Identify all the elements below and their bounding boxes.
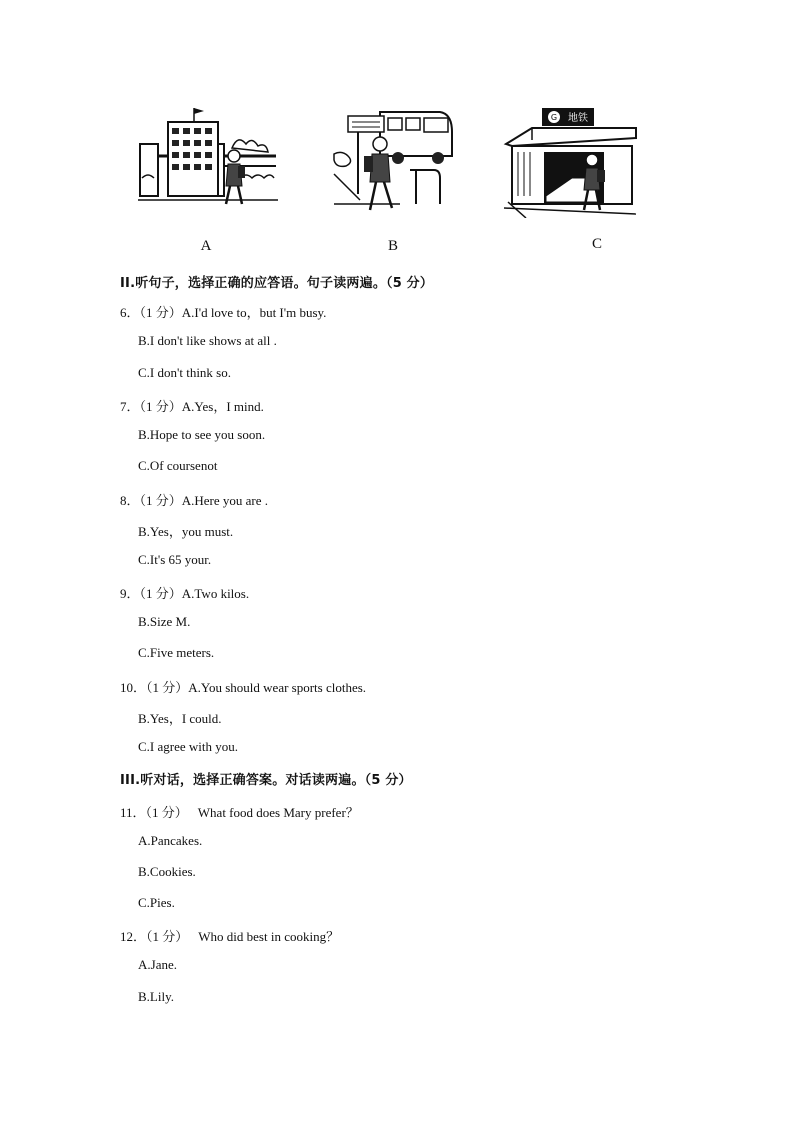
option-b: B.Lily. — [138, 989, 174, 1004]
section-2-title: II.听句子，选择正确的应答语。句子读两遍。（5 分） — [120, 276, 434, 291]
question-number: 10．（1 分） — [120, 680, 189, 695]
question-number: 6．（1 分） — [120, 305, 182, 320]
question-text: What food does Mary prefer？ — [197, 805, 359, 820]
option-c: C.It's 65 your. — [138, 552, 212, 567]
option-b: B.Cookies. — [138, 864, 196, 879]
option-b: B.I don't like shows at all . — [138, 333, 277, 348]
option-c: C.Pies. — [138, 895, 175, 910]
picture-b-label: B — [387, 238, 398, 254]
subway-entrance-with-student-icon — [502, 106, 638, 218]
subway-sign-text: 地铁 — [568, 113, 588, 124]
option-b: B.Size M. — [138, 614, 191, 629]
question-text: Who did best in cooking？ — [198, 929, 340, 944]
bus-stop-with-student-icon — [330, 104, 455, 220]
option-b: B.Yes，I could. — [138, 711, 222, 726]
picture-c-label: C — [591, 236, 602, 252]
school-building-with-student-icon — [138, 104, 278, 212]
option-a: A.Pancakes. — [138, 833, 203, 848]
option-b: B.Yes，you must. — [138, 524, 234, 539]
picture-strip — [0, 100, 794, 260]
option-c: C.I don't think so. — [138, 365, 231, 380]
option-c: C.Five meters. — [138, 645, 215, 660]
question-number: 11．（1 分） — [120, 805, 188, 820]
option-a: A.Yes，I mind. — [181, 399, 264, 414]
question-number: 9．（1 分） — [120, 586, 182, 601]
picture-a-label: A — [200, 238, 212, 254]
option-a: A.Here you are . — [181, 493, 269, 508]
option-a: A.I'd love to，but I'm busy. — [181, 305, 327, 320]
option-b: B.Hope to see you soon. — [138, 427, 266, 442]
picture-b-bus-stop — [330, 104, 455, 220]
question-number: 8．（1 分） — [120, 493, 182, 508]
picture-a-school — [138, 104, 278, 212]
option-a: A.Jane. — [138, 957, 177, 972]
option-a: A.You should wear sports clothes. — [188, 680, 367, 695]
option-c: C.Of coursenot — [138, 458, 218, 473]
option-c: C.I agree with you. — [138, 739, 239, 754]
picture-c-subway — [502, 106, 638, 218]
question-number: 7．（1 分） — [120, 399, 182, 414]
option-a: A.Two kilos. — [181, 586, 250, 601]
question-number: 12．（1 分） — [120, 929, 189, 944]
svg-text:G: G — [550, 113, 558, 122]
section-3-title: III.听对话，选择正确答案。对话读两遍。（5 分） — [120, 773, 412, 788]
